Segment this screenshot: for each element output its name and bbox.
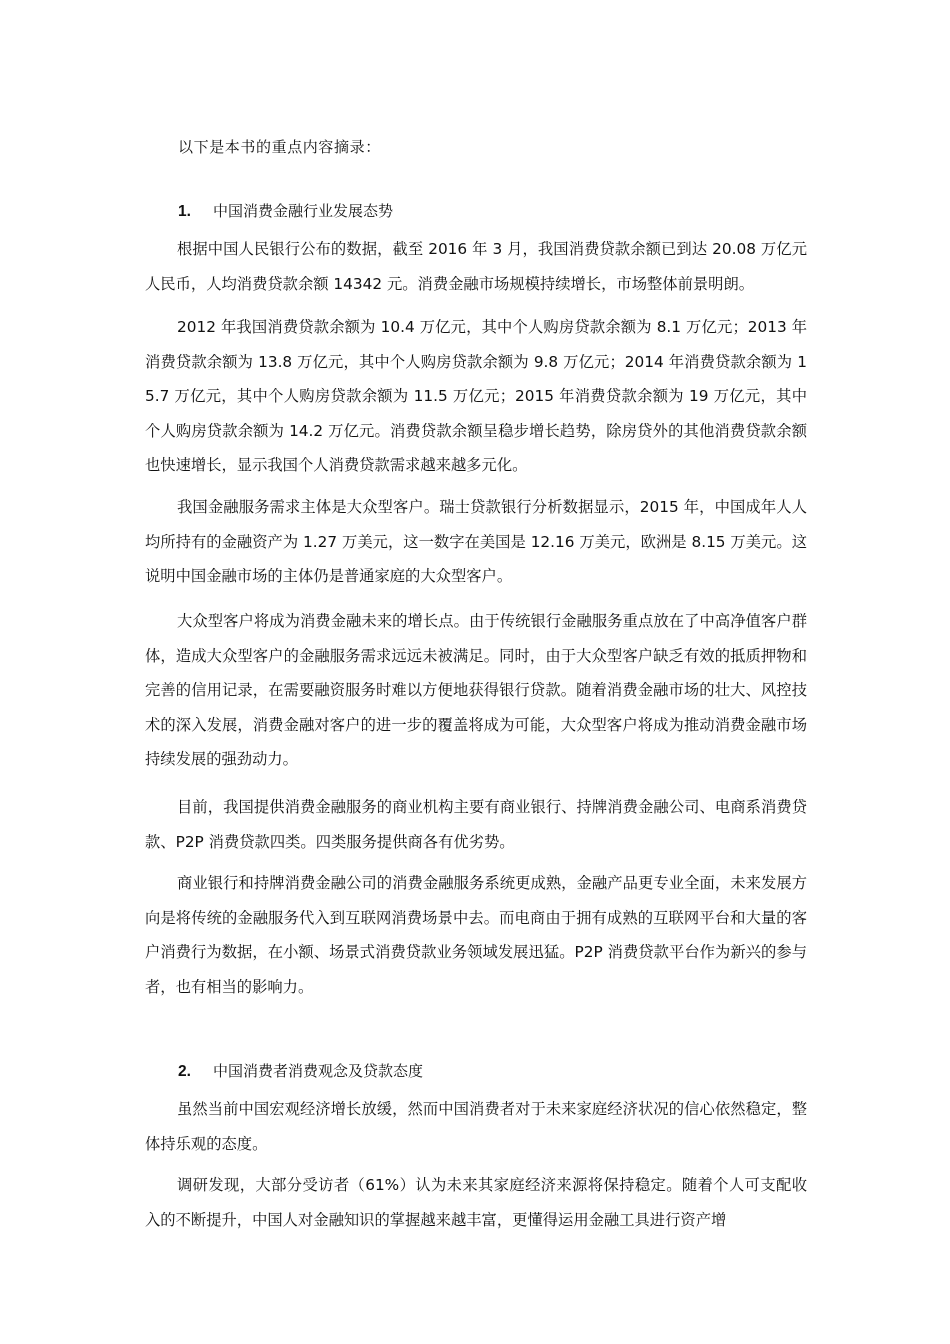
paragraph: 目前，我国提供消费金融服务的商业机构主要有商业银行、持牌消费金融公司、电商系消费贷款、P2P 消费贷款四类。四类服务提供商各有优劣势。	[145, 798, 807, 851]
paragraph: 我国金融服务需求主体是大众型客户。瑞士贷款银行分析数据显示，2015 年，中国成年人人均所持有的金融资产为 1.27 万美元，这一数字在美国是 12.16 万美元，欧洲是 8.15 万美元。这说明中国金融市场的主体仍是普通家庭的大众型客户。	[145, 498, 807, 586]
section-title: 中国消费金融行业发展态势	[213, 202, 394, 220]
section-heading-2	[178, 1060, 423, 1083]
intro-text: 以下是本书的重点内容摘录：	[178, 138, 381, 156]
paragraph: 虽然当前中国宏观经济增长放缓，然而中国消费者对于未来家庭经济状况的信心依然稳定，整体持乐观的态度。	[145, 1100, 807, 1153]
paragraph: 调研发现，大部分受访者（61%）认为未来其家庭经济来源将保持稳定。随着个人可支配收入的不断提升，中国人对金融知识的掌握越来越丰富，更懂得运用金融工具进行资产增	[145, 1176, 807, 1229]
paragraph: 2012 年我国消费贷款余额为 10.4 万亿元，其中个人购房贷款余额为 8.1 万亿元；2013 年消费贷款余额为 13.8 万亿元，其中个人购房贷款余额为 9.8 万亿元；2014 年消费贷款余额为 15.7 万亿元，其中个人购房贷款余额为 11.5 万亿元；2015 年消费贷款余额为 19 万亿元，其中个人购房贷款余额为 14.2 万亿元。消费贷款余额呈稳步增长趋势，除房贷外的其他消费贷款余额也快速增长，显示我国个人消费贷款需求越来越多元化。	[145, 318, 807, 475]
paragraph: 大众型客户将成为消费金融未来的增长点。由于传统银行金融服务重点放在了中高净值客户群体，造成大众型客户的金融服务需求远远未被满足。同时，由于大众型客户缺乏有效的抵质押物和完善的信用记录，在需要融资服务时难以方便地获得银行贷款。随着消费金融市场的壮大、风控技术的深入发展，消费金融对客户的进一步的覆盖将成为可能，大众型客户将成为推动消费金融市场持续发展的强劲动力。	[145, 612, 807, 769]
paragraph: 商业银行和持牌消费金融公司的消费金融服务系统更成熟，金融产品更专业全面，未来发展方向是将传统的金融服务代入到互联网消费场景中去。而电商由于拥有成熟的互联网平台和大量的客户消费行为数据，在小额、场景式消费贷款业务领域发展迅猛。P2P 消费贷款平台作为新兴的参与者，也有相当的影响力。	[145, 874, 807, 996]
paragraph: 根据中国人民银行公布的数据，截至 2016 年 3 月，我国消费贷款余额已到达 20.08 万亿元人民币，人均消费贷款余额 14342 元。消费金融市场规模持续增长，市场整体前景明朗。	[145, 240, 807, 293]
section-title: 中国消费者消费观念及贷款态度	[213, 1062, 424, 1080]
section-heading-1	[178, 200, 393, 223]
section-number: 2.	[178, 1063, 191, 1080]
section-number: 1.	[178, 203, 191, 220]
